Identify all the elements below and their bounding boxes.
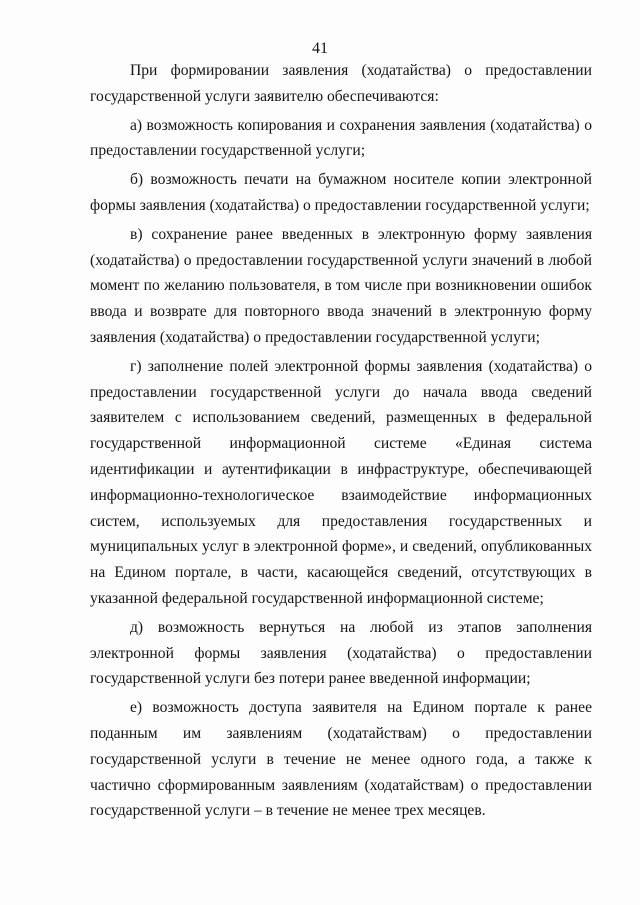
document-body	[90, 58, 592, 824]
paragraph-item-v: в) сохранение ранее введенных в электронную форму заявления (ходатайства) о предоставлении государственной услуги значений в любой момент по желанию пользователя, в том числе при возникновении ошибок ввода и возврате для повторного ввода значений в электронную форму заявления (ходатайства) о предоставлении государственной услуги;	[90, 225, 592, 346]
page-number: 41	[312, 40, 328, 57]
paragraph-intro: При формировании заявления (ходатайства) о предоставлении государственной услуги заявителю обеспечиваются:	[90, 62, 592, 105]
paragraph-item-g: г) заполнение полей электронной формы заявления (ходатайства) о предоставлении государственной услуги до начала ввода сведений заявителем с использованием сведений, размещенных в федеральной государственной информационной системе «Единая система идентификации и аутентификации в инфраструктуре, обеспечивающей информационно-технологическое взаимодействие информационных систем, используемых для предоставления государственных и муниципальных услуг в электронной форме», и сведений, опубликованных на Едином портале, в части, касающейся сведений, отсутствующих в указанной федеральной государственной информационной системе;	[90, 357, 592, 607]
paragraph-item-b: б) возможность печати на бумажном носителе копии электронной формы заявления (ходатайства) о предоставлении государственной услуги;	[90, 171, 592, 214]
paragraph-item-e: е) возможность доступа заявителя на Едином портале к ранее поданным им заявлениям (ходатайствам) о предоставлении государственной услуги в течение не менее одного года, а также к частично сформированным заявлениям (ходатайствам) о предоставлении государственной услуги – в течение не менее трех месяцев.	[90, 699, 592, 820]
paragraph-item-d: д) возможность вернуться на любой из этапов заполнения электронной формы заявления (ходатайства) о предоставлении государственной услуги без потери ранее введенной информации;	[90, 618, 592, 688]
paragraph-item-a: а) возможность копирования и сохранения заявления (ходатайства) о предоставлении государственной услуги;	[90, 116, 592, 160]
